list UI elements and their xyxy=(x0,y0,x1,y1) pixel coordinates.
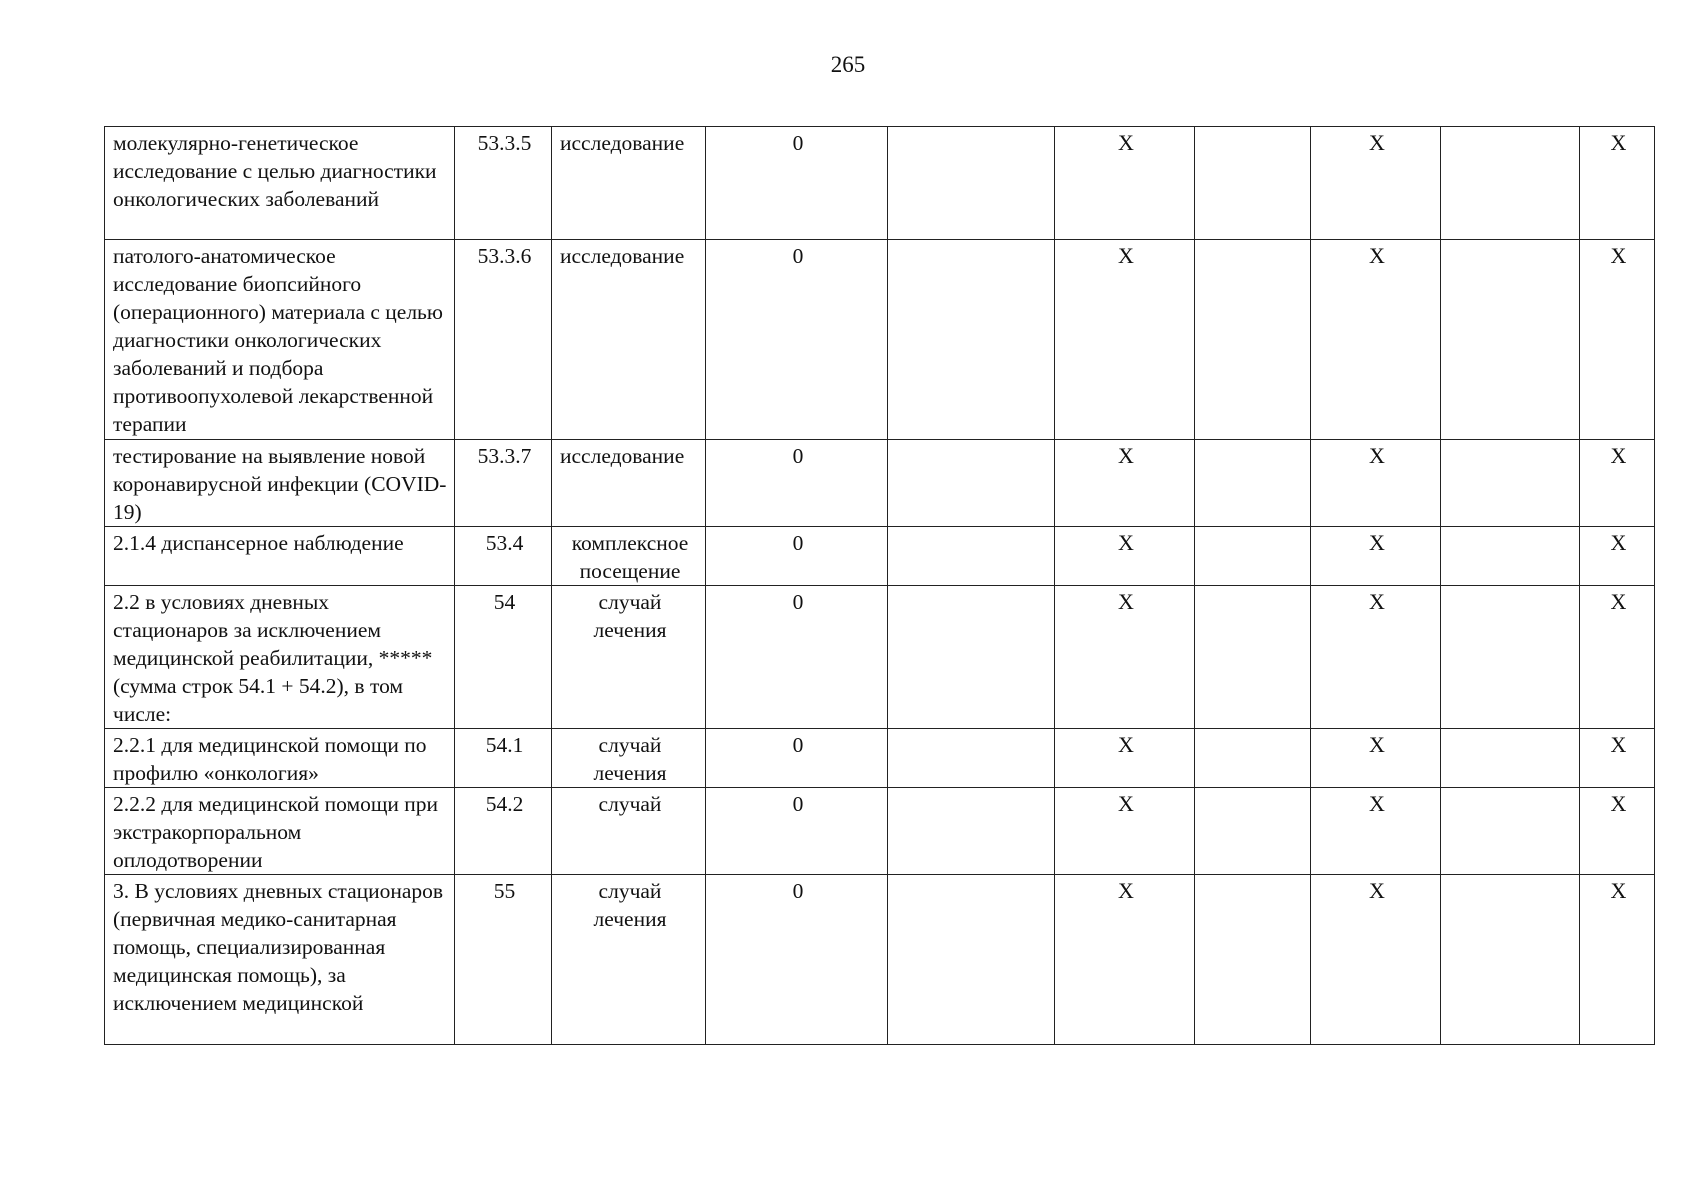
empty-cell xyxy=(1195,586,1311,729)
x-mark-cell: X xyxy=(1055,440,1195,527)
empty-cell xyxy=(1441,240,1580,440)
x-mark-cell: X xyxy=(1055,875,1195,1045)
row-unit-cell: случай лечения xyxy=(552,875,706,1045)
empty-cell xyxy=(1441,729,1580,788)
empty-cell xyxy=(1441,788,1580,875)
empty-cell xyxy=(1441,127,1580,240)
empty-cell xyxy=(1195,788,1311,875)
empty-cell xyxy=(1195,240,1311,440)
x-mark-cell: X xyxy=(1055,240,1195,440)
row-value-cell: 0 xyxy=(706,729,888,788)
row-name-cell: молекулярно-генетическое исследование с целью диагностики онкологических заболеваний xyxy=(105,127,455,240)
empty-cell xyxy=(888,586,1055,729)
row-number-cell: 53.3.5 xyxy=(455,127,552,240)
empty-cell xyxy=(888,527,1055,586)
x-mark-cell: X xyxy=(1311,875,1441,1045)
row-number-cell: 55 xyxy=(455,875,552,1045)
x-mark-cell: X xyxy=(1311,127,1441,240)
x-mark-cell: X xyxy=(1580,127,1655,240)
row-value-cell: 0 xyxy=(706,440,888,527)
empty-cell xyxy=(1441,527,1580,586)
row-unit-cell: исследование xyxy=(552,240,706,440)
data-table xyxy=(104,126,1655,1045)
x-mark-cell: X xyxy=(1580,527,1655,586)
row-value-cell: 0 xyxy=(706,788,888,875)
table-row xyxy=(105,586,1655,729)
empty-cell xyxy=(1195,127,1311,240)
row-unit-cell: случай лечения xyxy=(552,729,706,788)
x-mark-cell: X xyxy=(1055,729,1195,788)
x-mark-cell: X xyxy=(1580,875,1655,1045)
row-name-cell: 3. В условиях дневных стационаров (первичная медико-санитарная помощь, специализированная медицинская помощь), за исключением медицинской xyxy=(105,875,455,1045)
row-number-cell: 54 xyxy=(455,586,552,729)
row-number-cell: 53.3.7 xyxy=(455,440,552,527)
row-name-cell: патолого-анатомическое исследование биопсийного (операционного) материала с целью диагностики онкологических заболеваний и подбора противоопухолевой лекарственной терапии xyxy=(105,240,455,440)
empty-cell xyxy=(1441,586,1580,729)
empty-cell xyxy=(1441,875,1580,1045)
row-unit-cell: случай лечения xyxy=(552,586,706,729)
empty-cell xyxy=(1195,875,1311,1045)
row-value-cell: 0 xyxy=(706,127,888,240)
x-mark-cell: X xyxy=(1055,788,1195,875)
empty-cell xyxy=(1195,440,1311,527)
empty-cell xyxy=(888,240,1055,440)
empty-cell xyxy=(1195,527,1311,586)
x-mark-cell: X xyxy=(1311,527,1441,586)
table-row xyxy=(105,440,1655,527)
table-row xyxy=(105,127,1655,240)
row-number-cell: 53.3.6 xyxy=(455,240,552,440)
x-mark-cell: X xyxy=(1311,586,1441,729)
x-mark-cell: X xyxy=(1055,127,1195,240)
x-mark-cell: X xyxy=(1580,586,1655,729)
row-name-cell: 2.2.2 для медицинской помощи при экстракорпоральном оплодотворении xyxy=(105,788,455,875)
row-name-cell: 2.1.4 диспансерное наблюдение xyxy=(105,527,455,586)
row-name-cell: 2.2 в условиях дневных стационаров за исключением медицинской реабилитации, ***** (сумма строк 54.1 + 54.2), в том числе: xyxy=(105,586,455,729)
row-value-cell: 0 xyxy=(706,240,888,440)
row-value-cell: 0 xyxy=(706,875,888,1045)
row-name-cell: 2.2.1 для медицинской помощи по профилю «онкология» xyxy=(105,729,455,788)
row-value-cell: 0 xyxy=(706,586,888,729)
x-mark-cell: X xyxy=(1580,788,1655,875)
empty-cell xyxy=(1441,440,1580,527)
empty-cell xyxy=(888,440,1055,527)
page-number: 265 xyxy=(830,52,866,77)
x-mark-cell: X xyxy=(1580,729,1655,788)
row-name-cell: тестирование на выявление новой коронавирусной инфекции (COVID-19) xyxy=(105,440,455,527)
row-number-cell: 53.4 xyxy=(455,527,552,586)
row-unit-cell: исследование xyxy=(552,127,706,240)
x-mark-cell: X xyxy=(1055,586,1195,729)
x-mark-cell: X xyxy=(1311,729,1441,788)
table-row xyxy=(105,527,1655,586)
table-row xyxy=(105,875,1655,1045)
row-unit-cell: случай xyxy=(552,788,706,875)
x-mark-cell: X xyxy=(1580,240,1655,440)
table-row xyxy=(105,240,1655,440)
row-value-cell: 0 xyxy=(706,527,888,586)
table-row xyxy=(105,729,1655,788)
empty-cell xyxy=(888,729,1055,788)
row-unit-cell: комплексное посещение xyxy=(552,527,706,586)
x-mark-cell: X xyxy=(1311,440,1441,527)
empty-cell xyxy=(888,788,1055,875)
row-number-cell: 54.1 xyxy=(455,729,552,788)
x-mark-cell: X xyxy=(1311,240,1441,440)
table-row xyxy=(105,788,1655,875)
row-number-cell: 54.2 xyxy=(455,788,552,875)
row-unit-cell: исследование xyxy=(552,440,706,527)
x-mark-cell: X xyxy=(1055,527,1195,586)
empty-cell xyxy=(1195,729,1311,788)
empty-cell xyxy=(888,127,1055,240)
empty-cell xyxy=(888,875,1055,1045)
x-mark-cell: X xyxy=(1311,788,1441,875)
x-mark-cell: X xyxy=(1580,440,1655,527)
